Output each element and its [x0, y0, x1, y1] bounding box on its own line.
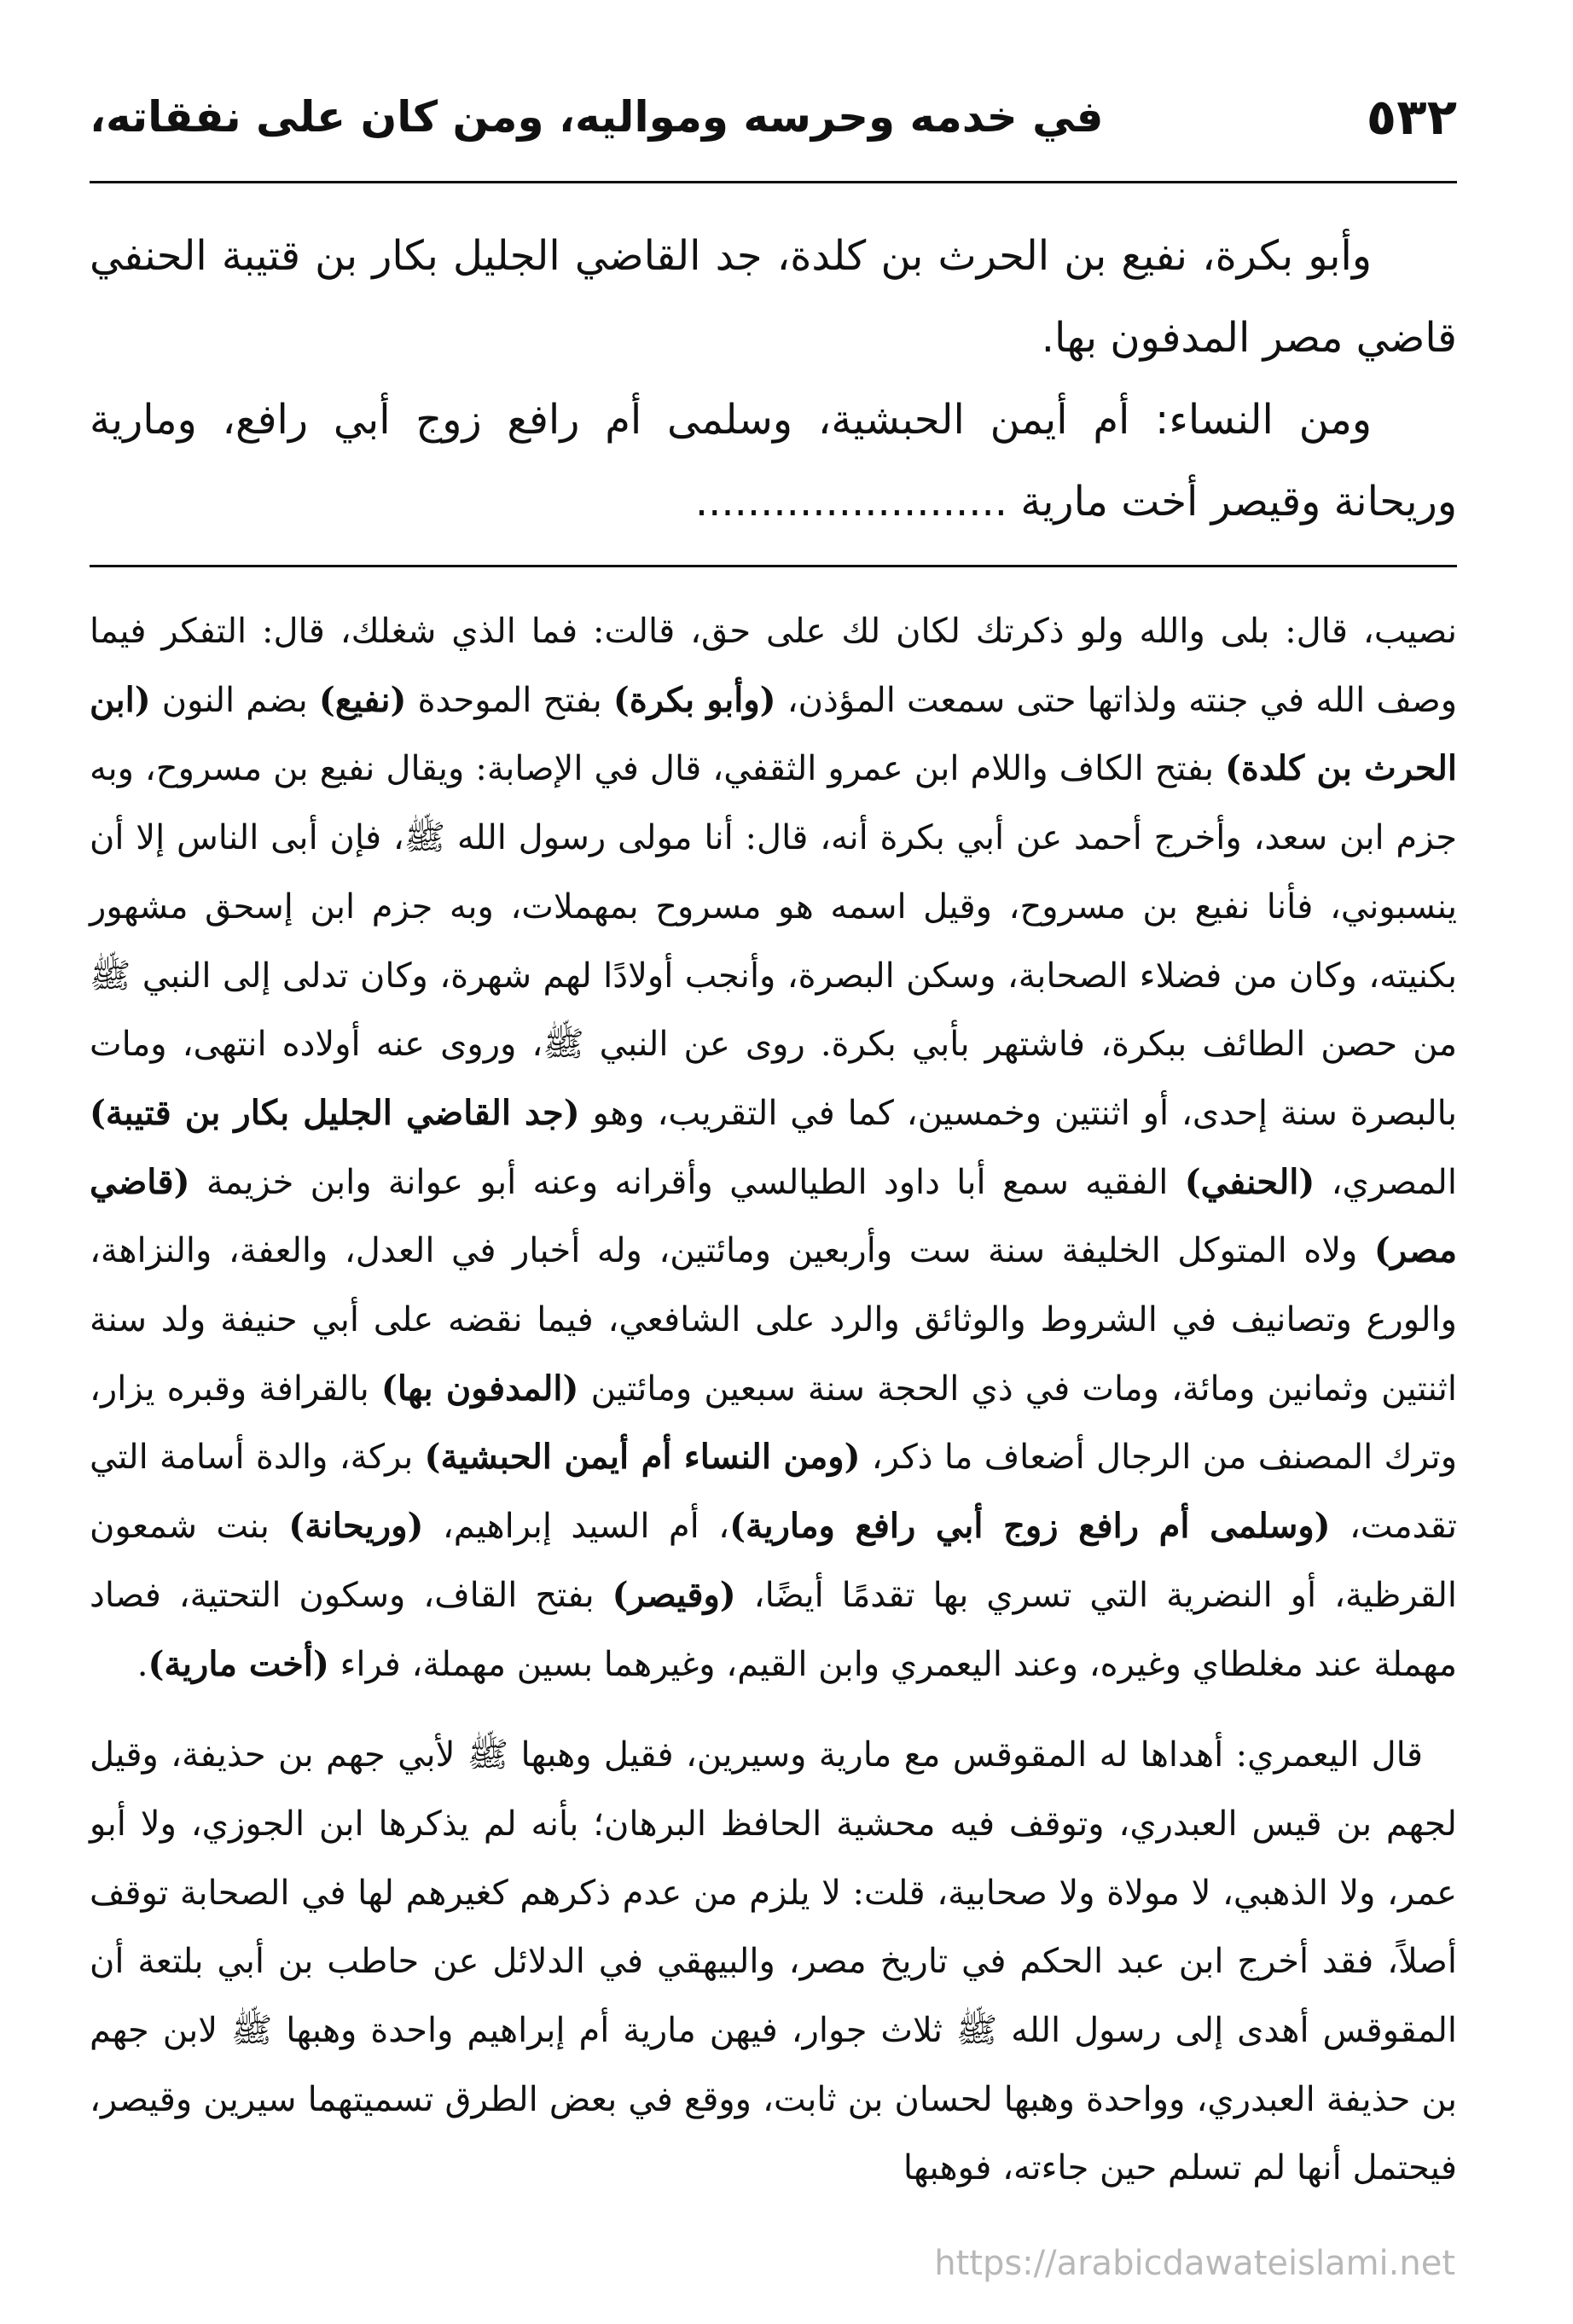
- commentary-segment: بالقرافة وقبره يزار، وترك المصنف من الرجال أضعاف ما ذكر،: [90, 1368, 1458, 1478]
- commentary-paragraph: قال اليعمري: أهداها له المقوقس مع مارية وسيرين، فقيل وهبها ﷺ لأبي جهم بن حذيفة، وقيل لجهم بن قيس العبدري، وتوقف فيه محشية الحافظ البرهان؛ بأنه لم يذكرها ابن الجوزي، ولا أبو عمر، ولا الذهبي، لا مولاة ولا صحابية، قلت: لا يلزم من عدم ذكرهم كغيرهم لها في الصحابة توقف أصلاً، فقد أخرج ابن عبد الحكم في تاريخ مصر، والبيهقي في الدلائل عن حاطب بن أبي بلتعة أن المقوقس أهدى إلى رسول الله ﷺ ثلاث جوار، فيهن مارية أم إبراهيم واحدة وهبها ﷺ لابن جهم بن حذيفة العبدري، وواحدة وهبها لحسان بن ثابت، ووقع في بعض الطرق تسميتهما سيرين وقيصر، فيحتمل أنها لم تسلم حين جاءته، فوهبها: [90, 1735, 1457, 2188]
- commentary-segment: نصيب، قال: بلى والله ولو ذكرتك لكان لك على حق، قالت: فما الذي شغلك، قال: التفكر فيما وصف الله في جنته ولذاتها حتى سمعت المؤذن،: [90, 612, 1458, 720]
- main-text-paragraph: [90, 379, 1457, 543]
- quoted-phrase: (جد القاضي الجليل بكار بن قتيبة): [90, 1092, 580, 1133]
- quoted-phrase: (وأبو بكرة): [612, 679, 776, 720]
- ellipsis-dots: ........................: [694, 478, 1008, 526]
- commentary-segment: بنت شمعون القرظية، أو النضرية التي تسري بها تقدمًا أيضًا،: [90, 1507, 1457, 1615]
- commentary-segment: بفتح الموحدة: [406, 680, 613, 720]
- commentary-segment: .: [136, 1644, 148, 1684]
- quoted-phrase: (ومن النساء أم أيمن الحبشية): [424, 1437, 861, 1478]
- page-number: ٥٣٢: [1366, 88, 1457, 146]
- commentary-segment: ، أم السيد إبراهيم،: [423, 1507, 730, 1547]
- commentary-segment: الفقيه سمع أبا داود الطيالسي وأقرانه وعنه أبو عوانة وابن خزيمة: [189, 1162, 1185, 1202]
- quoted-phrase: (وسلمى أم رافع زوج أبي رافع ومارية): [729, 1506, 1331, 1547]
- page-header: [90, 85, 1457, 171]
- quoted-phrase: (أخت مارية): [148, 1643, 329, 1684]
- quoted-phrase: (المدفون بها): [380, 1368, 579, 1409]
- commentary-segment: بفتح الكاف واللام ابن عمرو الثقفي، قال في الإصابة: ويقال نفيع بن مسروح، وبه جزم ابن سعد، وأخرج أحمد عن أبي بكرة أنه، قال: أنا مولى رسول الله ﷺ، فإن أبى الناس إلا أن ينسبوني، فأنا نفيع بن مسروح، وقيل اسمه هو مسروح بمهملات، وبه جزم ابن إسحق مشهور بكنيته، وكان من فضلاء الصحابة، وسكن البصرة، وأنجب أولادًا لهم شهرة، وكان تدلى إلى النبي ﷺ من حصن الطائف ببكرة، فاشتهر بأبي بكرة. روى عن النبي ﷺ، وروى عنه أولاده انتهى، ومات بالبصرة سنة إحدى، أو اثنتين وخمسين، كما في التقريب، وهو: [90, 749, 1458, 1133]
- quoted-phrase: (نفيع): [318, 679, 407, 720]
- commentary-segment: بركة، والدة أسامة التي تقدمت،: [90, 1438, 1457, 1547]
- header-rule: [90, 181, 1457, 183]
- quoted-phrase: (وقيصر): [612, 1574, 736, 1615]
- commentary-paragraph: [90, 597, 1457, 1699]
- quoted-phrase: (ابن الحرث بن كلدة): [90, 679, 1457, 789]
- commentary-segment: بفتح القاف، وسكون التحتية، فصاد مهملة عند مغلطاي وغيره، وعند اليعمري وابن القيم، وغيرهما بسين مهملة، فراء: [90, 1575, 1457, 1684]
- quoted-phrase: (الحنفي): [1184, 1161, 1315, 1202]
- watermark-url: https://arabicdawateislami.net: [934, 2244, 1455, 2283]
- running-title: في خدمه وحرسه ومواليه، ومن كان على نفقاته،: [90, 92, 1104, 142]
- quoted-phrase: (وريحانة): [288, 1506, 424, 1547]
- commentary-text: [90, 597, 1457, 2203]
- separator-rule: [90, 565, 1457, 567]
- quoted-phrase: (قاضي مصر): [90, 1161, 1457, 1271]
- main-text-paragraph: وأبو بكرة، نفيع بن الحرث بن كلدة، جد القاضي الجليل بكار بن قتيبة الحنفي قاضي مصر المدفون بها.: [90, 232, 1457, 362]
- commentary-segment: المصري،: [1315, 1162, 1457, 1202]
- commentary-segment: بضم النون: [150, 680, 319, 720]
- commentary-segment: ولاه المتوكل الخليفة سنة ست وأربعين ومائتين، وله أخبار في العدل، والعفة، والنزاهة، والورع وتصانيف في الشروط والوثائق والرد على الشافعي، فيما نقضه على أبي حنيفة ولد سنة اثنتين وثمانين ومائة، ومات في ذي الحجة سنة سبعين ومائتين: [90, 1231, 1457, 1409]
- main-text: [90, 215, 1457, 543]
- main-text-line: ومن النساء: أم أيمن الحبشية، وسلمى أم رافع زوج أبي رافع، ومارية وريحانة وقيصر أخت مارية: [90, 396, 1457, 526]
